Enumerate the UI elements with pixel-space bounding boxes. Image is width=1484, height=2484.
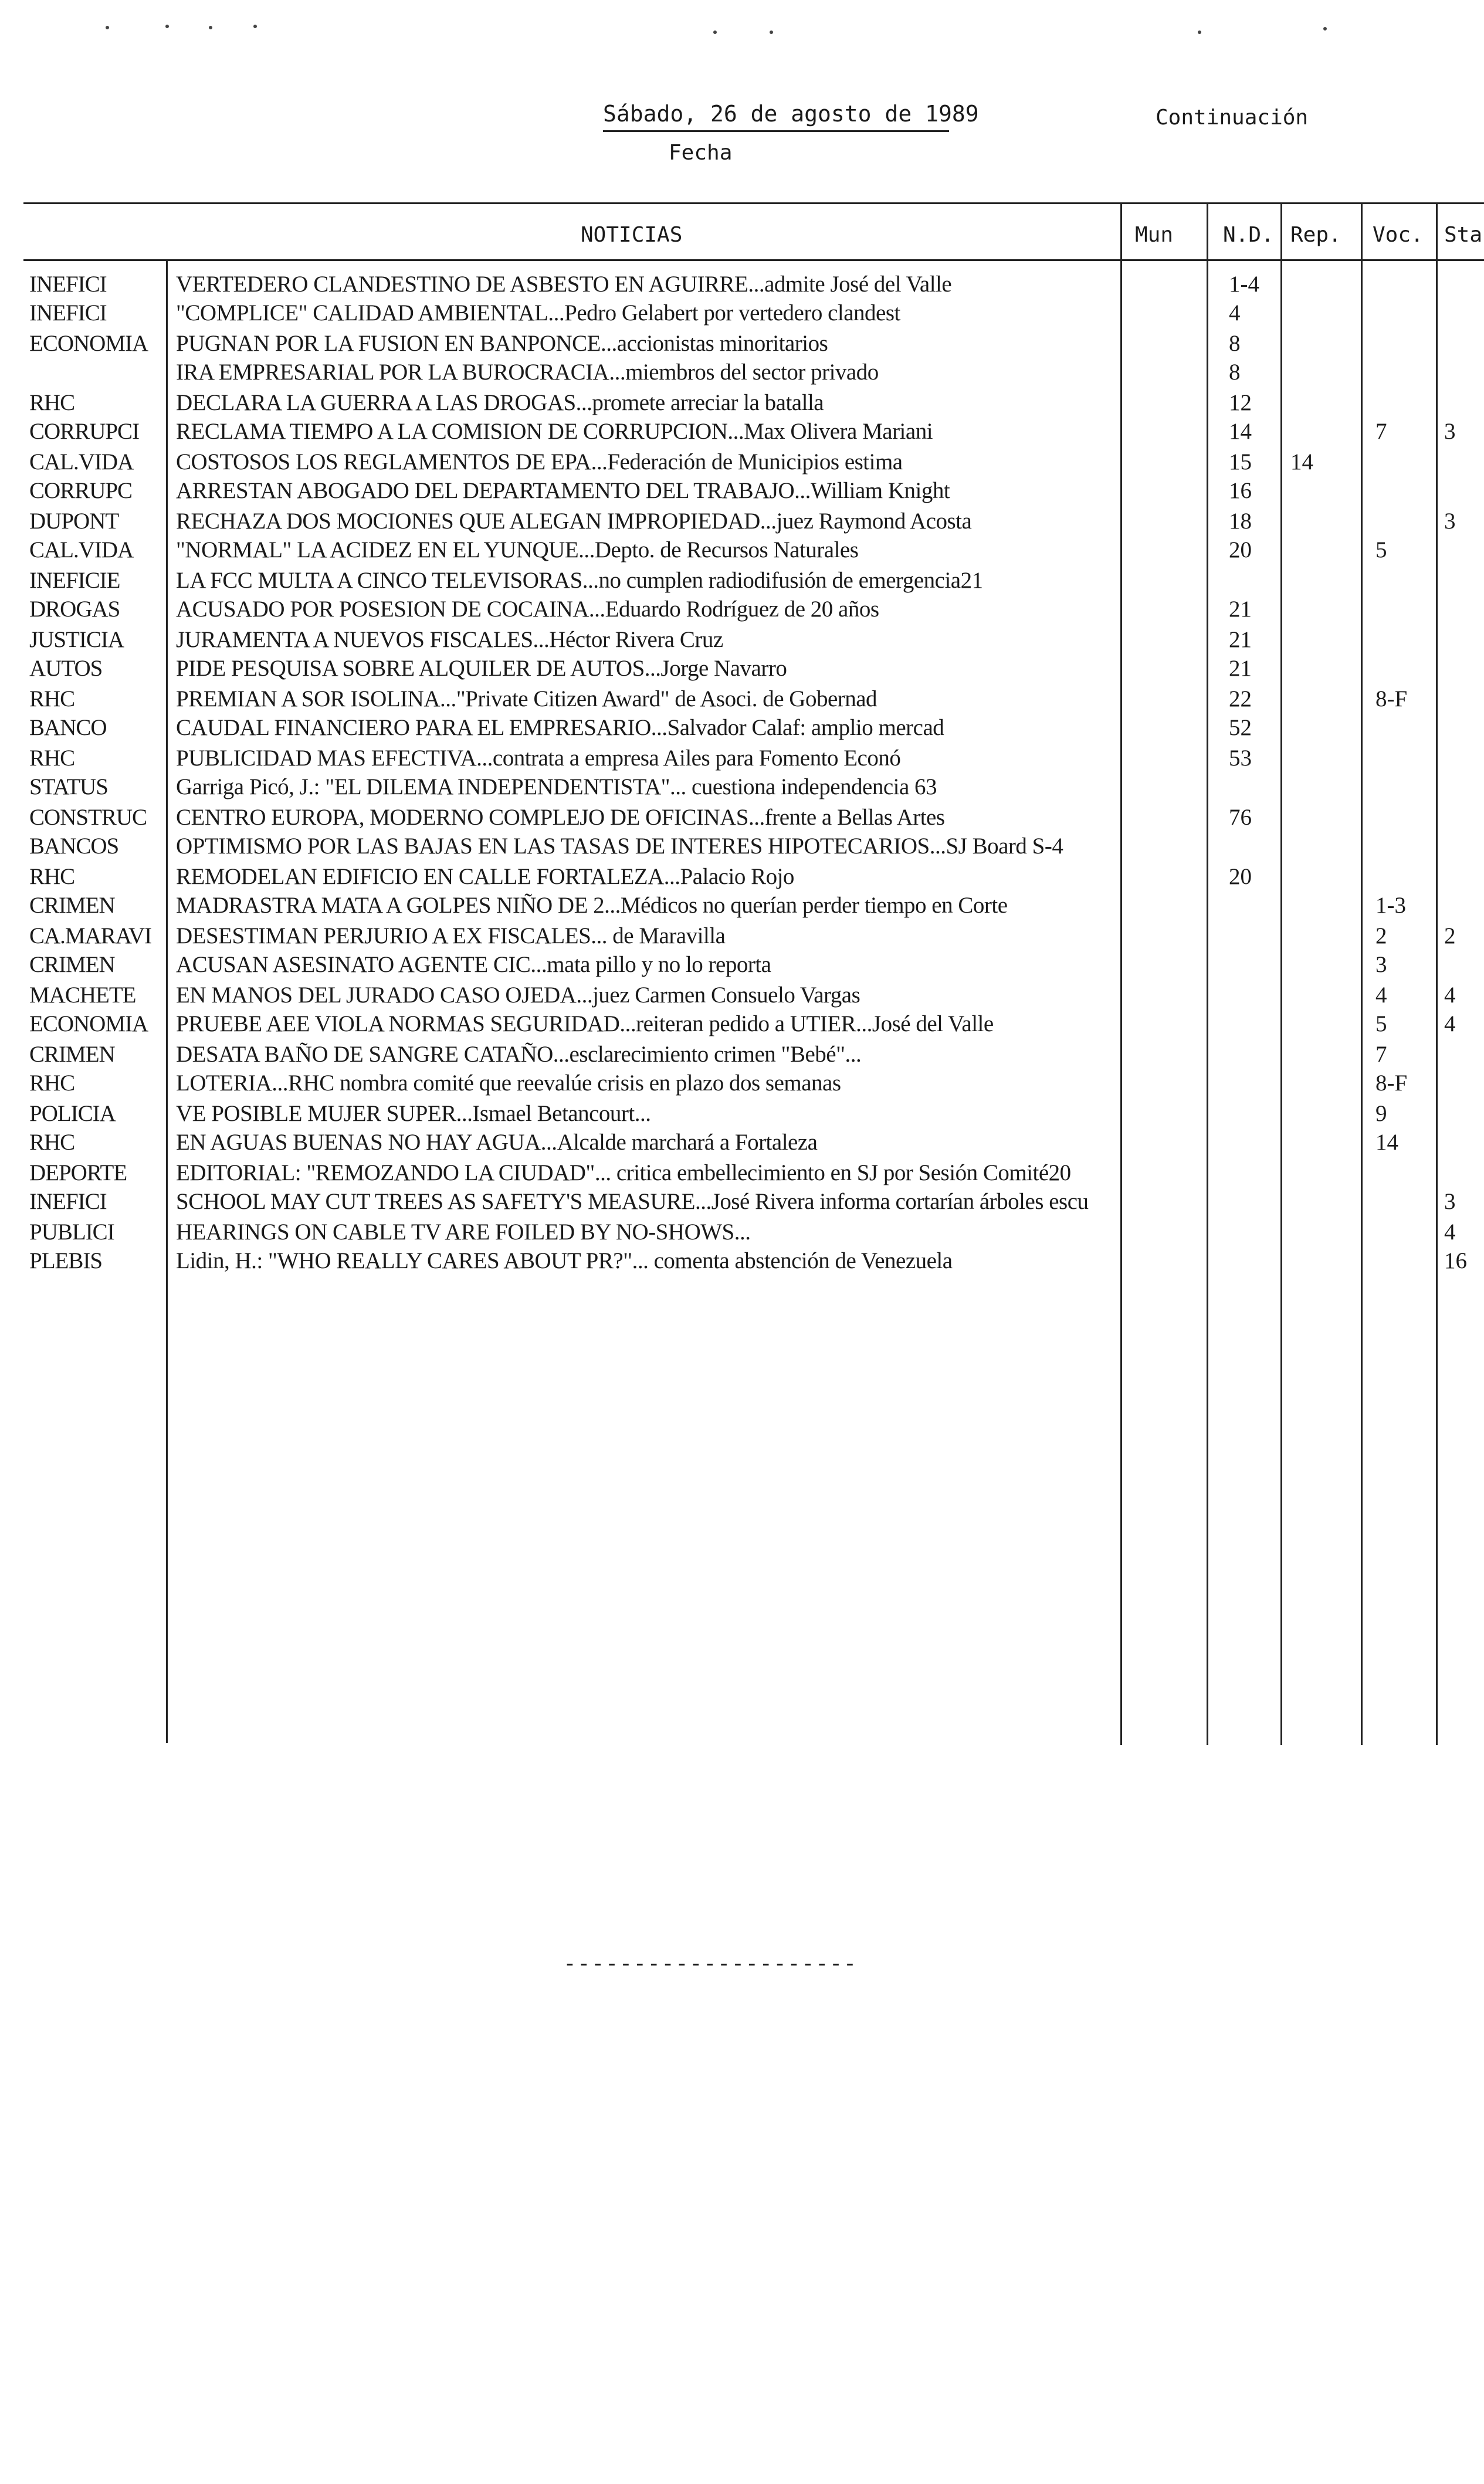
row-headline: Garriga Picó, J.: "EL DILEMA INDEPENDENTISTA"... cuestiona independencia 63 xyxy=(176,774,937,799)
row-headline: Lidin, H.: "WHO REALLY CARES ABOUT PR?"... comenta abstención de Venezuela xyxy=(176,1248,953,1273)
date-underline xyxy=(603,130,949,132)
row-sta: 4 xyxy=(1444,982,1456,1008)
table-row xyxy=(0,330,1484,359)
table-row xyxy=(0,449,1484,477)
row-category: CORRUPCI xyxy=(29,419,140,444)
row-voc: 14 xyxy=(1375,1130,1398,1155)
date-line xyxy=(603,101,979,127)
row-headline: EN AGUAS BUENAS NO HAY AGUA...Alcalde marchará a Fortaleza xyxy=(176,1130,818,1155)
row-category: AUTOS xyxy=(29,656,103,681)
row-headline: DESESTIMAN PERJURIO A EX FISCALES... de Maravilla xyxy=(176,923,726,948)
row-category: CRIMEN xyxy=(29,1042,115,1067)
table-row xyxy=(0,745,1484,774)
row-nd: 76 xyxy=(1229,805,1252,830)
row-voc: 8-F xyxy=(1375,686,1408,711)
speck xyxy=(209,26,212,29)
row-sta: 3 xyxy=(1444,419,1456,444)
speck xyxy=(1198,31,1201,34)
row-category: INEFICIE xyxy=(29,568,120,593)
row-headline: EN MANOS DEL JURADO CASO OJEDA...juez Carmen Consuelo Vargas xyxy=(176,982,860,1008)
row-category: DEPORTE xyxy=(29,1160,127,1185)
row-headline: VE POSIBLE MUJER SUPER...Ismael Betancourt... xyxy=(176,1101,651,1126)
row-category: RHC xyxy=(29,686,75,711)
row-nd: 8 xyxy=(1229,331,1241,356)
table-row xyxy=(0,1129,1484,1158)
column-header-voc: Voc. xyxy=(1373,223,1424,247)
speck xyxy=(165,25,169,28)
row-headline: CENTRO EUROPA, MODERNO COMPLEJO DE OFICINAS...frente a Bellas Artes xyxy=(176,805,945,830)
row-headline: "NORMAL" LA ACIDEZ EN EL YUNQUE...Depto. de Recursos Naturales xyxy=(176,537,859,562)
row-category: BANCO xyxy=(29,715,107,740)
row-headline: ARRESTAN ABOGADO DEL DEPARTAMENTO DEL TRABAJO...William Knight xyxy=(176,478,950,503)
row-nd: 4 xyxy=(1229,300,1241,326)
footer-separator: --------------------- xyxy=(563,1950,858,1976)
row-sta: 3 xyxy=(1444,1189,1456,1214)
row-nd: 12 xyxy=(1229,390,1252,415)
table-row xyxy=(0,1041,1484,1070)
date-label: Fecha xyxy=(669,141,733,165)
row-rep: 14 xyxy=(1290,449,1313,475)
row-voc: 8-F xyxy=(1375,1070,1408,1096)
row-nd: 20 xyxy=(1229,864,1252,889)
row-headline: LA FCC MULTA A CINCO TELEVISORAS...no cumplen radiodifusión de emergencia21 xyxy=(176,568,983,593)
row-nd: 8 xyxy=(1229,360,1241,385)
row-nd: 14 xyxy=(1229,419,1252,444)
row-category: ECONOMIA xyxy=(29,1011,148,1036)
row-category: INEFICI xyxy=(29,300,107,326)
table-row xyxy=(0,271,1484,300)
row-headline: RECHAZA DOS MOCIONES QUE ALEGAN IMPROPIEDAD...juez Raymond Acosta xyxy=(176,509,972,534)
row-voc: 9 xyxy=(1375,1101,1387,1126)
row-nd: 1-4 xyxy=(1229,272,1259,297)
row-category: STATUS xyxy=(29,774,108,799)
row-category: PUBLICI xyxy=(29,1219,114,1245)
row-nd: 21 xyxy=(1229,597,1252,622)
table-row xyxy=(0,1011,1484,1039)
row-category: DUPONT xyxy=(29,509,119,534)
row-category: CAL.VIDA xyxy=(29,537,134,562)
row-category: INEFICI xyxy=(29,1189,107,1214)
row-voc: 5 xyxy=(1375,1011,1387,1036)
table-row xyxy=(0,537,1484,565)
table-row xyxy=(0,714,1484,743)
table-row xyxy=(0,389,1484,418)
row-headline: JURAMENTA A NUEVOS FISCALES...Héctor Rivera Cruz xyxy=(176,627,723,652)
row-category: CRIMEN xyxy=(29,952,115,977)
table-row xyxy=(0,477,1484,506)
column-header-sta: Sta xyxy=(1444,223,1483,247)
date-text: Sábado, 26 de agosto de 1989 xyxy=(603,101,979,127)
row-sta: 2 xyxy=(1444,923,1456,948)
row-nd: 22 xyxy=(1229,686,1252,711)
row-category: RHC xyxy=(29,745,75,771)
row-headline: RECLAMA TIEMPO A LA COMISION DE CORRUPCION...Max Olivera Mariani xyxy=(176,419,933,444)
row-sta: 3 xyxy=(1444,509,1456,534)
table-row xyxy=(0,863,1484,892)
row-headline: PIDE PESQUISA SOBRE ALQUILER DE AUTOS...Jorge Navarro xyxy=(176,656,787,681)
row-voc: 7 xyxy=(1375,419,1387,444)
row-nd: 53 xyxy=(1229,745,1252,771)
row-headline: VERTEDERO CLANDESTINO DE ASBESTO EN AGUIRRE...admite José del Valle xyxy=(176,272,952,297)
speck xyxy=(770,31,773,34)
column-header-rep: Rep. xyxy=(1290,223,1341,247)
row-category: CONSTRUC xyxy=(29,805,147,830)
row-headline: DESATA BAÑO DE SANGRE CATAÑO...esclarecimiento crimen "Bebé"... xyxy=(176,1042,862,1067)
row-nd: 18 xyxy=(1229,509,1252,534)
row-headline: EDITORIAL: "REMOZANDO LA CIUDAD"... critica embellecimiento en SJ por Sesión Comité20 xyxy=(176,1160,1071,1185)
row-category: JUSTICIA xyxy=(29,627,124,652)
row-headline: CAUDAL FINANCIERO PARA EL EMPRESARIO...Salvador Calaf: amplio mercad xyxy=(176,715,944,740)
row-category: INEFICI xyxy=(29,272,107,297)
table-row xyxy=(0,567,1484,596)
row-voc: 2 xyxy=(1375,923,1387,948)
row-voc: 3 xyxy=(1375,952,1387,977)
row-headline: MADRASTRA MATA A GOLPES NIÑO DE 2...Médicos no querían perder tiempo en Corte xyxy=(176,893,1008,918)
table-row xyxy=(0,686,1484,714)
table-row xyxy=(0,508,1484,537)
row-category: RHC xyxy=(29,864,75,889)
row-headline: SCHOOL MAY CUT TREES AS SAFETY'S MEASURE...José Rivera informa cortarían árboles escu xyxy=(176,1189,1089,1214)
row-nd: 16 xyxy=(1229,478,1252,503)
row-category: MACHETE xyxy=(29,982,136,1008)
row-headline: DECLARA LA GUERRA A LAS DROGAS...promete arreciar la batalla xyxy=(176,390,824,415)
row-category: CORRUPC xyxy=(29,478,133,503)
row-category: DROGAS xyxy=(29,597,120,622)
row-voc: 5 xyxy=(1375,537,1387,562)
row-sta: 4 xyxy=(1444,1219,1456,1245)
table-row xyxy=(0,892,1484,921)
speck xyxy=(1323,27,1327,31)
table-row xyxy=(0,300,1484,328)
row-nd: 21 xyxy=(1229,656,1252,681)
table-row xyxy=(0,833,1484,862)
row-headline: ACUSAN ASESINATO AGENTE CIC...mata pillo y no lo reporta xyxy=(176,952,771,977)
table-row xyxy=(0,982,1484,1011)
table-row xyxy=(0,655,1484,684)
table-header-rule xyxy=(23,259,1484,261)
row-category: BANCOS xyxy=(29,833,119,859)
row-category: CAL.VIDA xyxy=(29,449,134,475)
row-category: ECONOMIA xyxy=(29,331,148,356)
table-row xyxy=(0,1219,1484,1248)
row-category: PLEBIS xyxy=(29,1248,103,1273)
table-row xyxy=(0,923,1484,951)
speck xyxy=(253,25,257,28)
row-headline: "COMPLICE" CALIDAD AMBIENTAL...Pedro Gelabert por vertedero clandest xyxy=(176,300,900,326)
row-headline: PRUEBE AEE VIOLA NORMAS SEGURIDAD...reiteran pedido a UTIER...José del Valle xyxy=(176,1011,994,1036)
table-row xyxy=(0,418,1484,447)
table-row xyxy=(0,1248,1484,1276)
row-nd: 20 xyxy=(1229,537,1252,562)
table-row xyxy=(0,626,1484,655)
column-header-nd: N.D. xyxy=(1223,223,1274,247)
row-category: RHC xyxy=(29,1070,75,1096)
row-category: RHC xyxy=(29,390,75,415)
row-headline: PUBLICIDAD MAS EFECTIVA...contrata a empresa Ailes para Fomento Econó xyxy=(176,745,901,771)
table-row xyxy=(0,1160,1484,1188)
table-row xyxy=(0,804,1484,833)
row-headline: PUGNAN POR LA FUSION EN BANPONCE...accionistas minoritarios xyxy=(176,331,828,356)
table-row xyxy=(0,596,1484,625)
table-row xyxy=(0,1070,1484,1099)
table-row xyxy=(0,359,1484,388)
row-headline: COSTOSOS LOS REGLAMENTOS DE EPA...Federación de Municipios estima xyxy=(176,449,903,475)
row-voc: 4 xyxy=(1375,982,1387,1008)
row-voc: 1-3 xyxy=(1375,893,1406,918)
row-headline: PREMIAN A SOR ISOLINA..."Private Citizen Award" de Asoci. de Gobernad xyxy=(176,686,877,711)
row-nd: 21 xyxy=(1229,627,1252,652)
row-category: RHC xyxy=(29,1130,75,1155)
column-header-mun: Mun xyxy=(1135,223,1174,247)
column-header-noticias: NOTICIAS xyxy=(581,223,683,247)
row-headline: REMODELAN EDIFICIO EN CALLE FORTALEZA...Palacio Rojo xyxy=(176,864,794,889)
row-headline: OPTIMISMO POR LAS BAJAS EN LAS TASAS DE INTERES HIPOTECARIOS...SJ Board S-4 xyxy=(176,833,1063,859)
row-headline: ACUSADO POR POSESION DE COCAINA...Eduardo Rodríguez de 20 años xyxy=(176,597,879,622)
speck xyxy=(713,31,717,34)
table-row xyxy=(0,774,1484,802)
table-top-rule xyxy=(23,202,1484,204)
row-category: POLICIA xyxy=(29,1101,116,1126)
row-headline: HEARINGS ON CABLE TV ARE FOILED BY NO-SHOWS... xyxy=(176,1219,751,1245)
continuation-label: Continuación xyxy=(1156,106,1309,130)
row-category: CA.MARAVI xyxy=(29,923,152,948)
row-nd: 15 xyxy=(1229,449,1252,475)
table-row xyxy=(0,1188,1484,1217)
row-voc: 7 xyxy=(1375,1042,1387,1067)
row-category: CRIMEN xyxy=(29,893,115,918)
speck xyxy=(106,26,109,29)
table-row xyxy=(0,951,1484,980)
row-headline: IRA EMPRESARIAL POR LA BUROCRACIA...miembros del sector privado xyxy=(176,360,879,385)
row-nd: 52 xyxy=(1229,715,1252,740)
row-sta: 16 xyxy=(1444,1248,1467,1273)
row-sta: 4 xyxy=(1444,1011,1456,1036)
row-headline: LOTERIA...RHC nombra comité que reevalúe crisis en plazo dos semanas xyxy=(176,1070,841,1096)
table-row xyxy=(0,1100,1484,1129)
